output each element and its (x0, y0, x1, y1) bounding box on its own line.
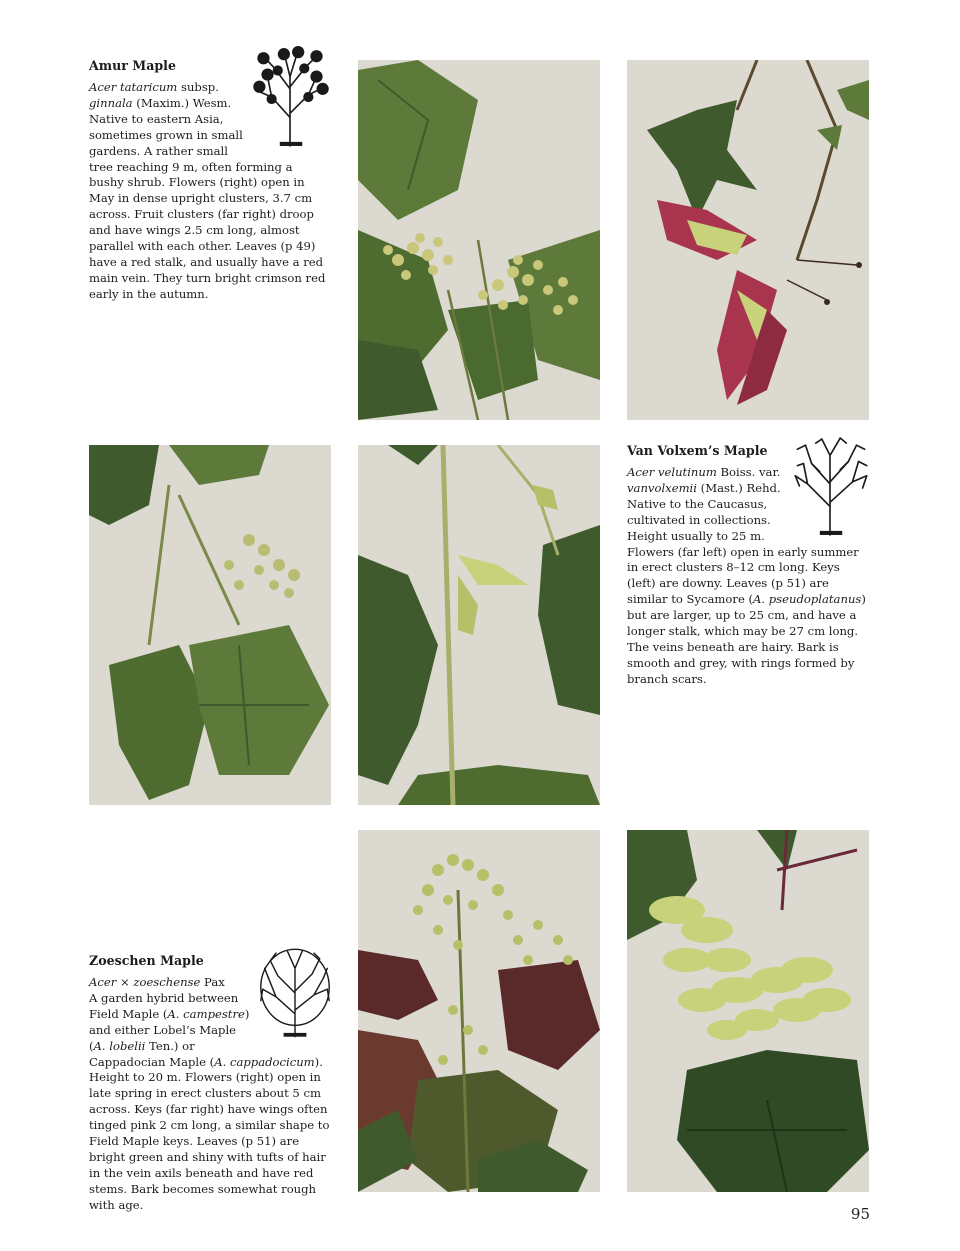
van-volxem-maple-entry (627, 443, 871, 688)
zoeschen-maple-entry (89, 953, 333, 1214)
page-number: 95 (850, 1205, 870, 1223)
van-volxem-description-2: ) but are larger, up to 25 cm, and have a longer stalk, which may be 27 cm long. The veins beneath are hairy. Bark is smooth and grey, with rings formed by branch scars. (627, 592, 866, 686)
van-volxem-sci-mid: Boiss. var. (716, 465, 781, 479)
photo-van-volxem-flowers (89, 445, 331, 805)
photo-zoeschen-flowers (358, 830, 600, 1192)
zoeschen-maple-title: Zoeschen Maple (89, 953, 204, 968)
van-volxem-description-italic: A. pseudoplatanus (753, 592, 862, 607)
zoeschen-description-2: ) and either Lobel’s Maple ( (89, 1006, 250, 1053)
amur-sci-subsp: ginnala (89, 95, 133, 110)
van-volxem-description-1: Native to the Caucasus, cultivated in collections. Height usually to 25 m. Flowers (far left) open in early summer in erect clusters 8–12 cm long. Keys (left) are downy. Leaves (p 51) are similar to Sycamore ( (627, 496, 859, 607)
tree-silhouette-icon (789, 435, 871, 537)
photo-amur-keys (627, 60, 869, 420)
van-volxem-sci-var: vanvolxemii (627, 480, 697, 495)
photo-amur-flowers (358, 60, 600, 420)
amur-sci-mid: subsp. (177, 80, 219, 94)
zoeschen-description-1: A garden hybrid between Field Maple ( (89, 990, 239, 1021)
amur-maple-title: Amur Maple (89, 58, 176, 73)
amur-description: Native to eastern Asia, sometimes grown in small gardens. A rather small tree reaching 9 m, often forming a bushy shrub. Flowers (right) open in May in dense upright clusters, 3.7 cm across. Fruit clusters (far right) droop and have wings 2.5 cm long, almost parallel with each other. Leaves (p 49) have a red stalk, and usually have a red main vein. They turn bright crimson red early in the autumn. (89, 111, 326, 301)
amur-maple-entry (89, 58, 331, 303)
tree-silhouette-icon (257, 945, 333, 1041)
van-volxem-maple-title: Van Volxem’s Maple (627, 443, 768, 458)
zoeschen-sci-name: Acer × zoeschense (89, 975, 201, 989)
photo-van-volxem-keys (358, 445, 600, 805)
zoeschen-description-3: Ten.) or Cappadocian Maple ( (89, 1038, 215, 1069)
photo-zoeschen-keys (627, 830, 869, 1192)
zoeschen-description-italic-3: A. cappadocicum (214, 1054, 315, 1069)
amur-authority: (Maxim.) Wesm. (132, 95, 232, 110)
tree-silhouette-icon (249, 46, 331, 148)
zoeschen-description-italic-2: A. lobelii (93, 1038, 146, 1053)
amur-sci-genus: Acer tataricum (89, 80, 178, 94)
zoeschen-authority: Pax (200, 975, 225, 989)
van-volxem-sci-species: Acer velutinum (627, 465, 717, 479)
zoeschen-description-italic-1: A. campestre (167, 1006, 245, 1021)
zoeschen-description-4: ). Height to 20 m. Flowers (right) open in late spring in erect clusters about 5 cm across. Keys (far right) have wings often tinged pink 2 cm long, a similar shape to Field Maple keys. Leaves (p 51) are bright green and shiny with tufts of hair in the vein axils beneath and have red stems. Bark becomes somewhat rough with age. (89, 1054, 330, 1212)
van-volxem-authority: (Mast.) Rehd. (696, 480, 781, 495)
